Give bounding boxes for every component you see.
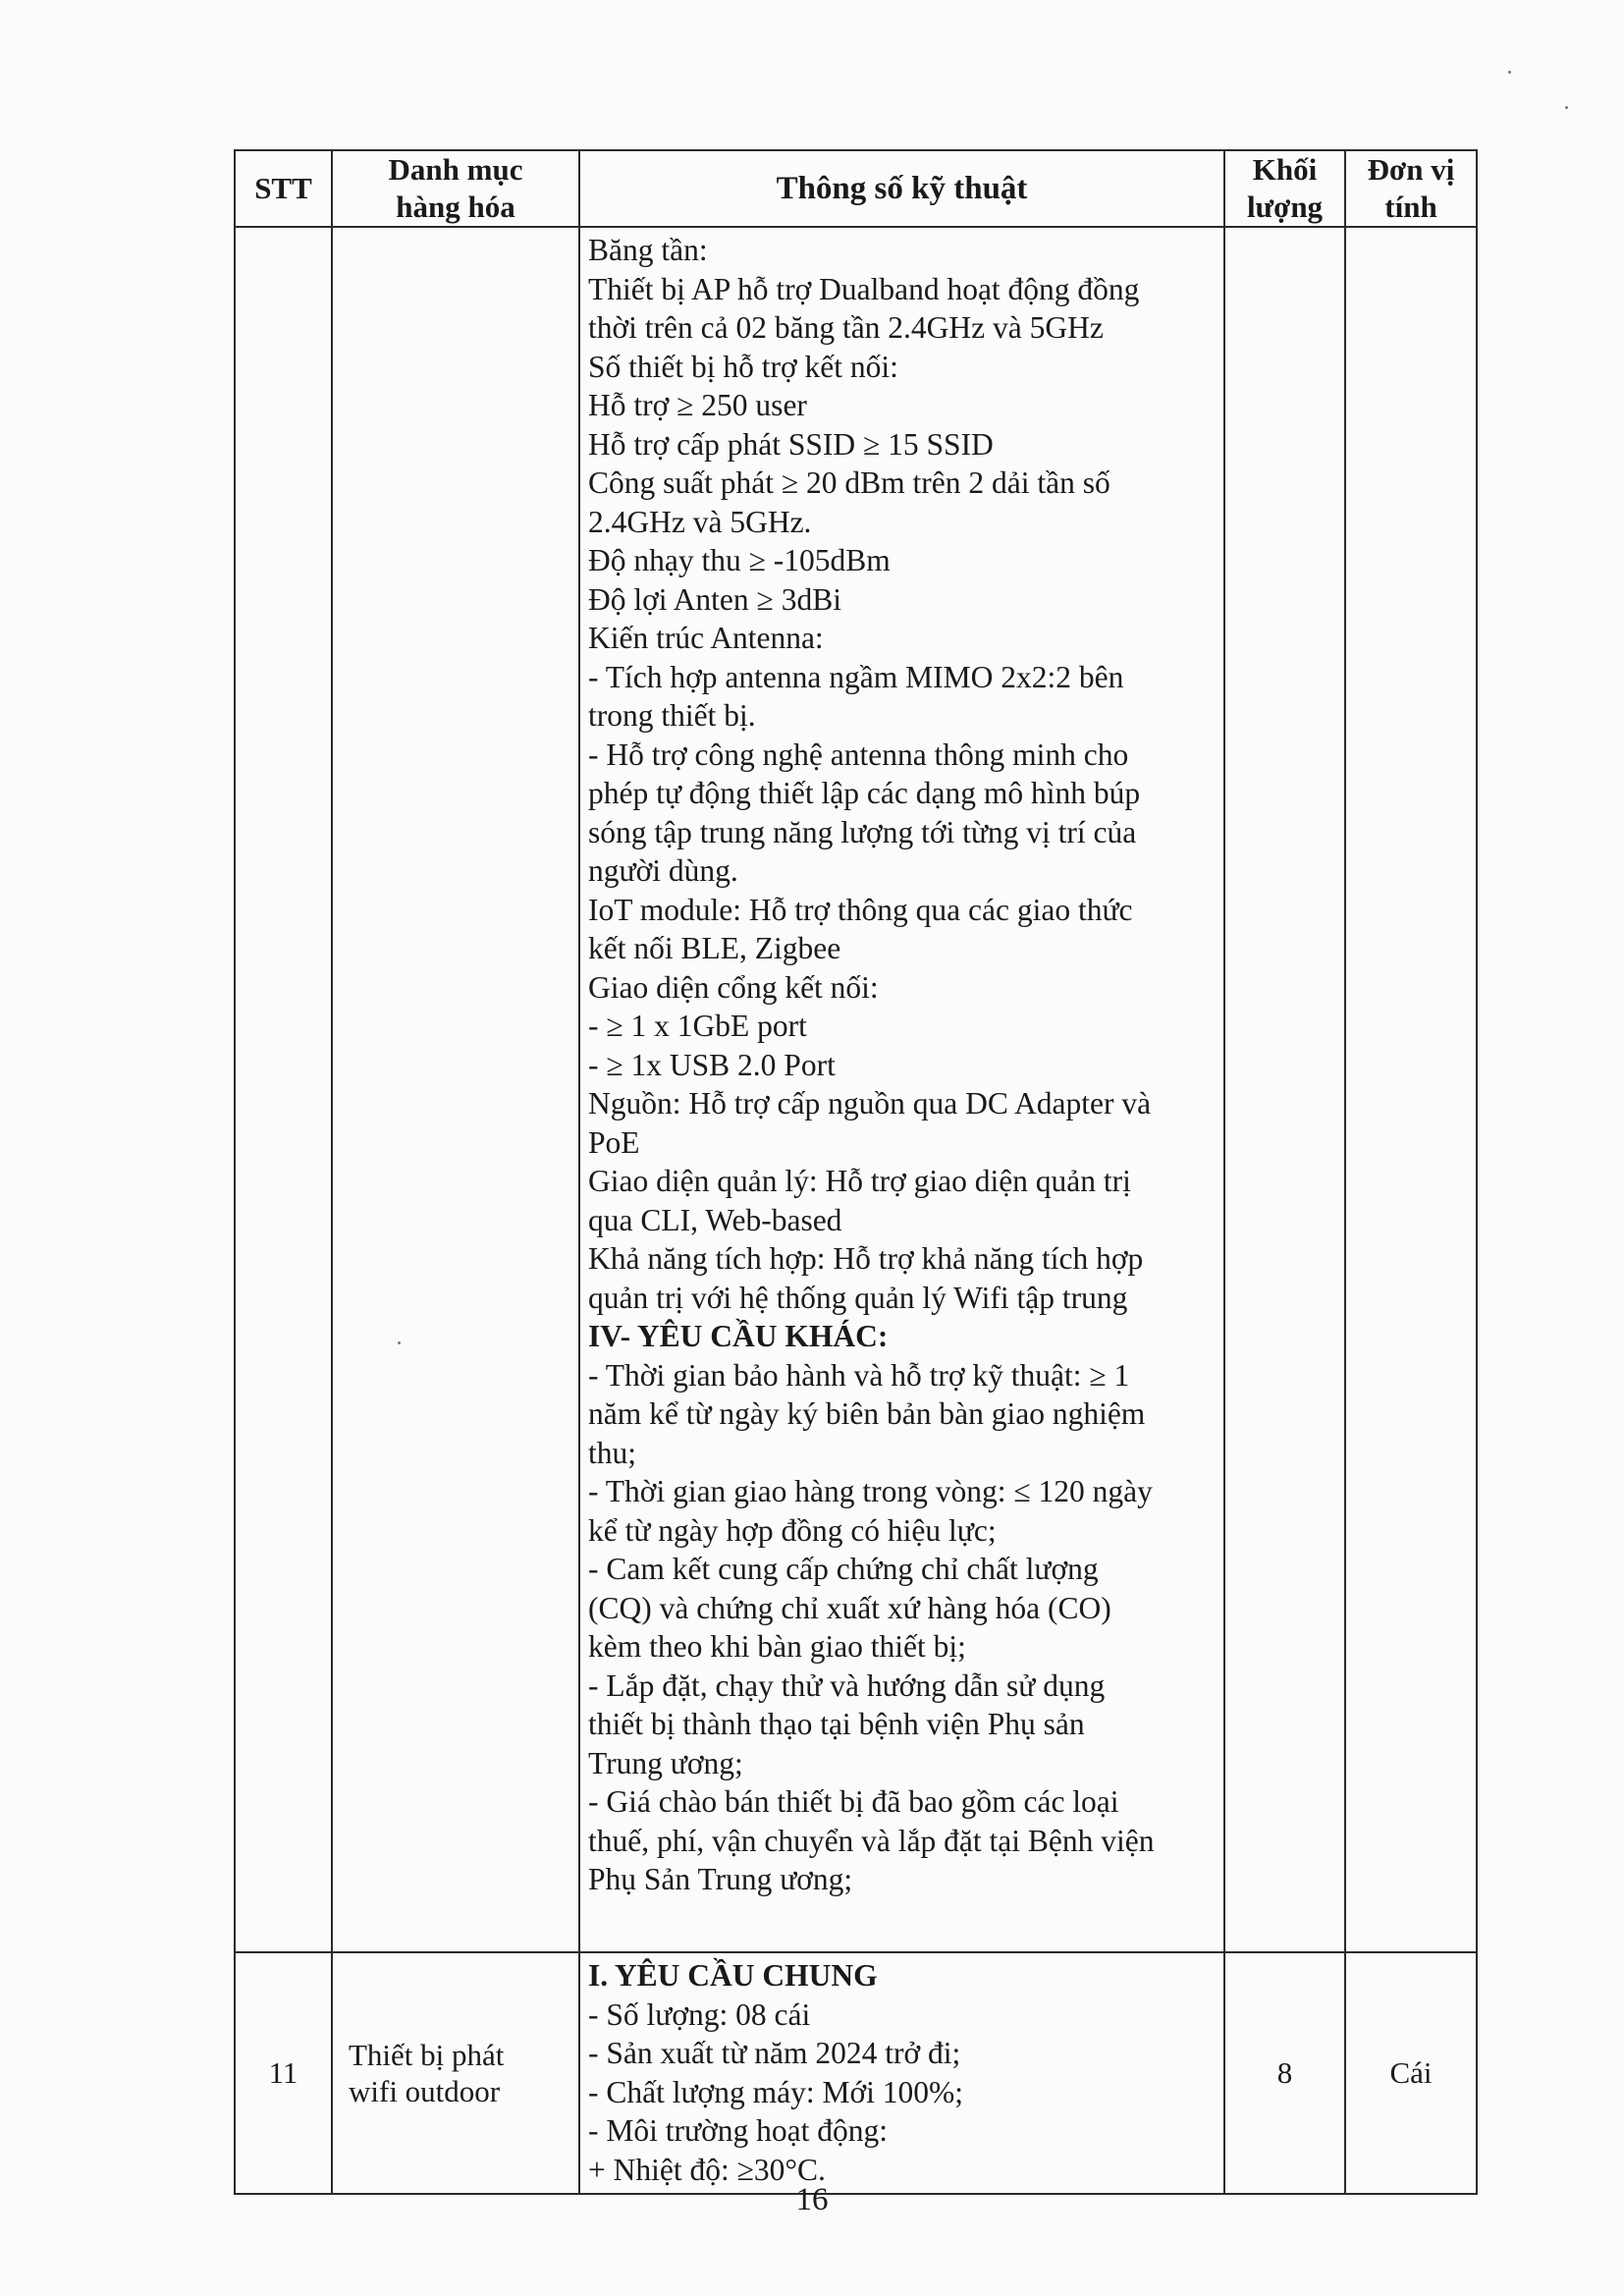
header-technical-specs: Thông số kỹ thuật [579, 150, 1224, 227]
header-stt: STT [235, 150, 332, 227]
spec-line: Băng tần: [588, 233, 708, 267]
table-header-row [235, 150, 1477, 227]
header-item-category-line2: hàng hóa [396, 190, 515, 224]
continued-unit-cell [1345, 227, 1477, 1952]
header-unit-line1: Đơn vị [1367, 152, 1455, 187]
header-item-category [332, 150, 579, 227]
continued-name-cell [332, 227, 579, 1952]
spec-line: sóng tập trung năng lượng tới từng vị trí của [588, 814, 1137, 849]
table-row-item-11 [235, 1952, 1477, 2194]
scan-speck [398, 1341, 401, 1344]
section-heading-other-requirements: IV- YÊU CẦU KHÁC: [588, 1319, 889, 1353]
item-11-name [332, 1952, 579, 2194]
spec-line: Giao diện cổng kết nối: [588, 969, 879, 1005]
other-requirements-lines [588, 1356, 1216, 1899]
spec-line: thời trên cả 02 băng tần 2.4GHz và 5GHz [588, 310, 1104, 345]
spec-line: + Nhiệt độ: ≥30°C. [588, 2152, 826, 2187]
spec-line: năm kể từ ngày ký biên bản bàn giao nghiệm [588, 1396, 1146, 1431]
spec-line: Khả năng tích hợp: Hỗ trợ khả năng tích hợp [588, 1241, 1144, 1276]
spec-line: - Môi trường hoạt động: [588, 2113, 888, 2148]
item-11-unit: Cái [1345, 1952, 1477, 2194]
spec-line: kèm theo khi bàn giao thiết bị; [588, 1629, 966, 1664]
header-quantity-line1: Khối [1252, 152, 1318, 187]
continued-spec-lines [588, 231, 1216, 1317]
section-heading-general-requirements: I. YÊU CẦU CHUNG [588, 1958, 878, 1993]
spec-line: - Sản xuất từ năm 2024 trở đi; [588, 2036, 961, 2070]
spec-line: PoE [588, 1124, 640, 1160]
spec-line: kết nối BLE, Zigbee [588, 931, 841, 965]
spec-line: Số thiết bị hỗ trợ kết nối: [588, 349, 898, 384]
spec-line: thuế, phí, vận chuyển và lắp đặt tại Bệnh viện [588, 1823, 1155, 1858]
spec-line: - Thời gian bảo hành và hỗ trợ kỹ thuật: ≥ 1 [588, 1357, 1130, 1393]
item-11-quantity: 8 [1224, 1952, 1345, 2194]
spec-line: Kiến trúc Antenna: [588, 621, 824, 655]
spec-line: Hỗ trợ ≥ 250 user [588, 388, 807, 422]
spec-line: - ≥ 1x USB 2.0 Port [588, 1047, 836, 1082]
continued-spec-cell [579, 227, 1224, 1952]
spec-line: - Thời gian giao hàng trong vòng: ≤ 120 ngày [588, 1474, 1153, 1508]
spec-line: Độ nhạy thu ≥ -105dBm [588, 543, 891, 577]
spec-line: Độ lợi Anten ≥ 3dBi [588, 581, 841, 617]
spec-line: Phụ Sản Trung ương; [588, 1862, 853, 1896]
spec-line: IoT module: Hỗ trợ thông qua các giao thức [588, 892, 1133, 927]
continued-spec-list [580, 228, 1223, 1903]
table-row-continued [235, 227, 1477, 1952]
spec-line: - ≥ 1 x 1GbE port [588, 1009, 807, 1043]
spec-line: qua CLI, Web-based [588, 1202, 842, 1237]
spec-line: Nguồn: Hỗ trợ cấp nguồn qua DC Adapter và [588, 1086, 1152, 1121]
spec-table [234, 149, 1478, 2195]
spec-line: Thiết bị AP hỗ trợ Dualband hoạt động đồng [588, 271, 1140, 306]
spec-line: - Hỗ trợ công nghệ antenna thông minh cho [588, 737, 1129, 772]
spec-line: - Số lượng: 08 cái [588, 1996, 811, 2032]
spec-line: kể từ ngày hợp đồng có hiệu lực; [588, 1512, 997, 1548]
scan-speck [1508, 71, 1511, 74]
scan-speck [1565, 106, 1568, 109]
spec-line: - Tích hợp antenna ngầm MIMO 2x2:2 bên [588, 659, 1124, 694]
item-11-spec-list [580, 1953, 1223, 2193]
spec-line: - Lắp đặt, chạy thử và hướng dẫn sử dụng [588, 1667, 1106, 1703]
spec-line: trong thiết bị. [588, 698, 756, 733]
spec-line: thu; [588, 1435, 637, 1470]
header-item-category-line1: Danh mục [388, 152, 523, 187]
header-unit-line2: tính [1384, 190, 1437, 224]
continued-qty-cell [1224, 227, 1345, 1952]
header-unit [1345, 150, 1477, 227]
spec-line: - Cam kết cung cấp chứng chỉ chất lượng [588, 1552, 1099, 1586]
header-quantity-line2: lượng [1246, 190, 1324, 224]
item-11-spec-lines [588, 1995, 1216, 2190]
header-quantity [1224, 150, 1345, 227]
continued-stt-cell [235, 227, 332, 1952]
spec-line: phép tự động thiết lập các dạng mô hình búp [588, 776, 1141, 810]
spec-line: - Giá chào bán thiết bị đã bao gồm các loại [588, 1784, 1119, 1819]
spec-line: người dùng. [588, 853, 738, 888]
spec-line: (CQ) và chứng chỉ xuất xứ hàng hóa (CO) [588, 1590, 1111, 1625]
spec-line: Giao diện quản lý: Hỗ trợ giao diện quản trị [588, 1164, 1131, 1198]
spec-line: - Chất lượng máy: Mới 100%; [588, 2074, 963, 2109]
spec-line: thiết bị thành thạo tại bệnh viện Phụ sản [588, 1707, 1085, 1741]
item-11-name-line1: Thiết bị phát [349, 2038, 505, 2072]
page-number: 16 [795, 2182, 829, 2217]
item-11-stt: 11 [235, 1952, 332, 2194]
item-11-name-line2: wifi outdoor [349, 2074, 501, 2108]
spec-line: 2.4GHz và 5GHz. [588, 504, 812, 539]
item-11-spec-cell [579, 1952, 1224, 2194]
spec-line: Công suất phát ≥ 20 dBm trên 2 dải tần số [588, 465, 1110, 500]
spec-line: Trung ương; [588, 1745, 743, 1780]
spec-line: quản trị với hệ thống quản lý Wifi tập trung [588, 1280, 1128, 1315]
spec-line: Hỗ trợ cấp phát SSID ≥ 15 SSID [588, 426, 994, 462]
